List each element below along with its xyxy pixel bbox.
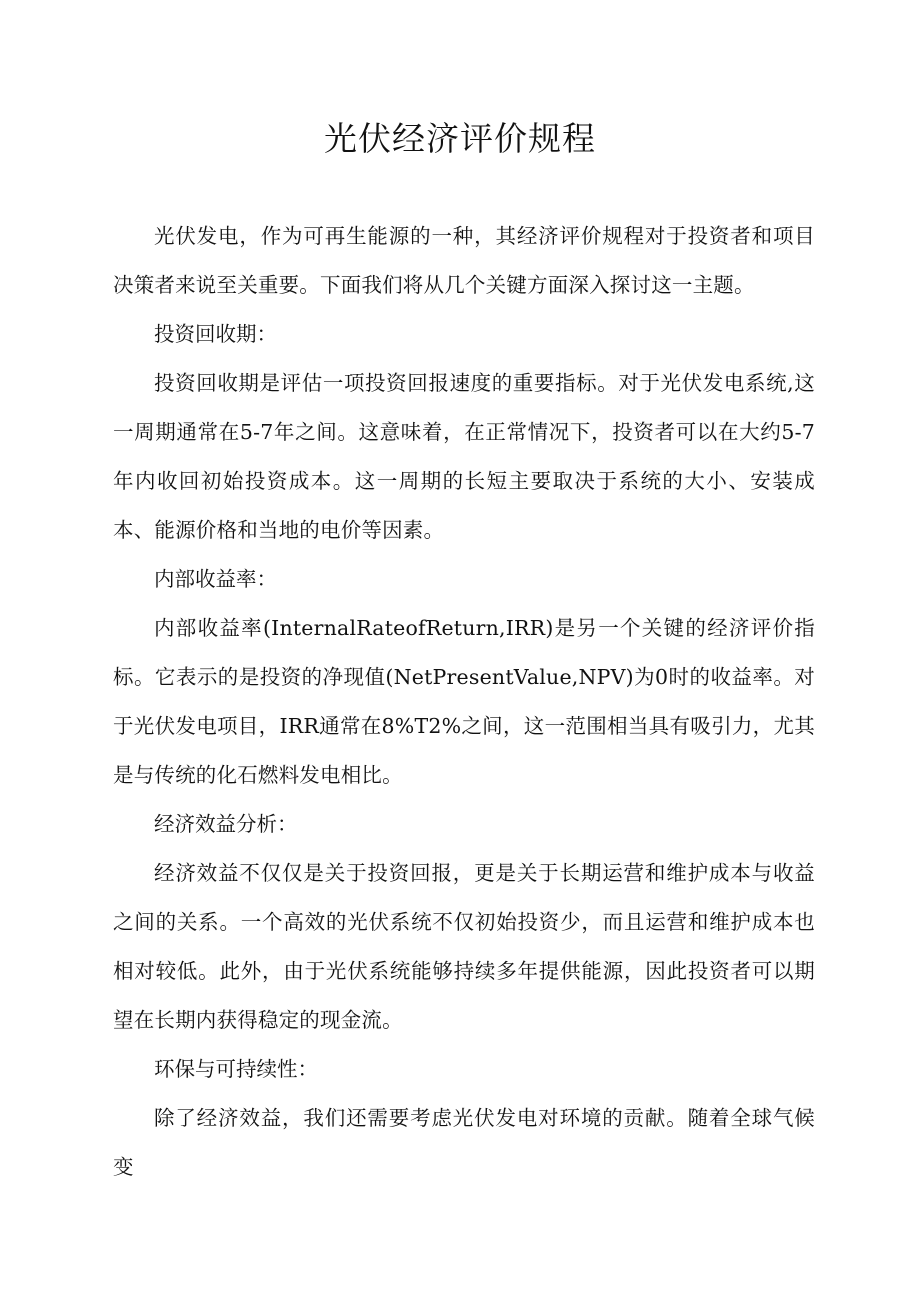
section-heading-irr: 内部收益率：: [154, 567, 277, 591]
section-heading-sustainability: 环保与可持续性：: [154, 1057, 318, 1081]
document-title: 光伏经济评价规程: [324, 119, 596, 158]
economic-benefit-paragraph: 经济效益不仅仅是关于投资回报，更是关于长期运营和维护成本与收益之间的关系。一个高效的光伏系统不仅初始投资少，而且运营和维护成本也相对较低。此外，由于光伏系统能够持续多年提供能源，因此投资者可以期望在长期内获得稳定的现金流。: [113, 861, 815, 1032]
document-body: [113, 212, 815, 1192]
payback-paragraph: 投资回收期是评估一项投资回报速度的重要指标。对于光伏发电系统,这一周期通常在5-7年之间。这意味着，在正常情况下，投资者可以在大约5-7年内收回初始投资成本。这一周期的长短主要取决于系统的大小、安装成本、能源价格和当地的电价等因素。: [113, 371, 815, 542]
irr-paragraph: 内部收益率(InternalRateofReturn,IRR)是另一个关键的经济评价指标。它表示的是投资的净现值(NetPresentValue,NPV)为0时的收益率。对于光伏发电项目，IRR通常在8%T2%之间，这一范围相当具有吸引力，尤其是与传统的化石燃料发电相比。: [113, 616, 815, 787]
sustainability-paragraph: 除了经济效益，我们还需要考虑光伏发电对环境的贡献。随着全球气候变: [113, 1106, 815, 1179]
section-heading-economic-benefit: 经济效益分析：: [154, 812, 298, 836]
intro-paragraph: 光伏发电，作为可再生能源的一种，其经济评价规程对于投资者和项目决策者来说至关重要。下面我们将从几个关键方面深入探讨这一主题。: [113, 224, 815, 297]
section-heading-payback: 投资回收期：: [154, 322, 277, 346]
